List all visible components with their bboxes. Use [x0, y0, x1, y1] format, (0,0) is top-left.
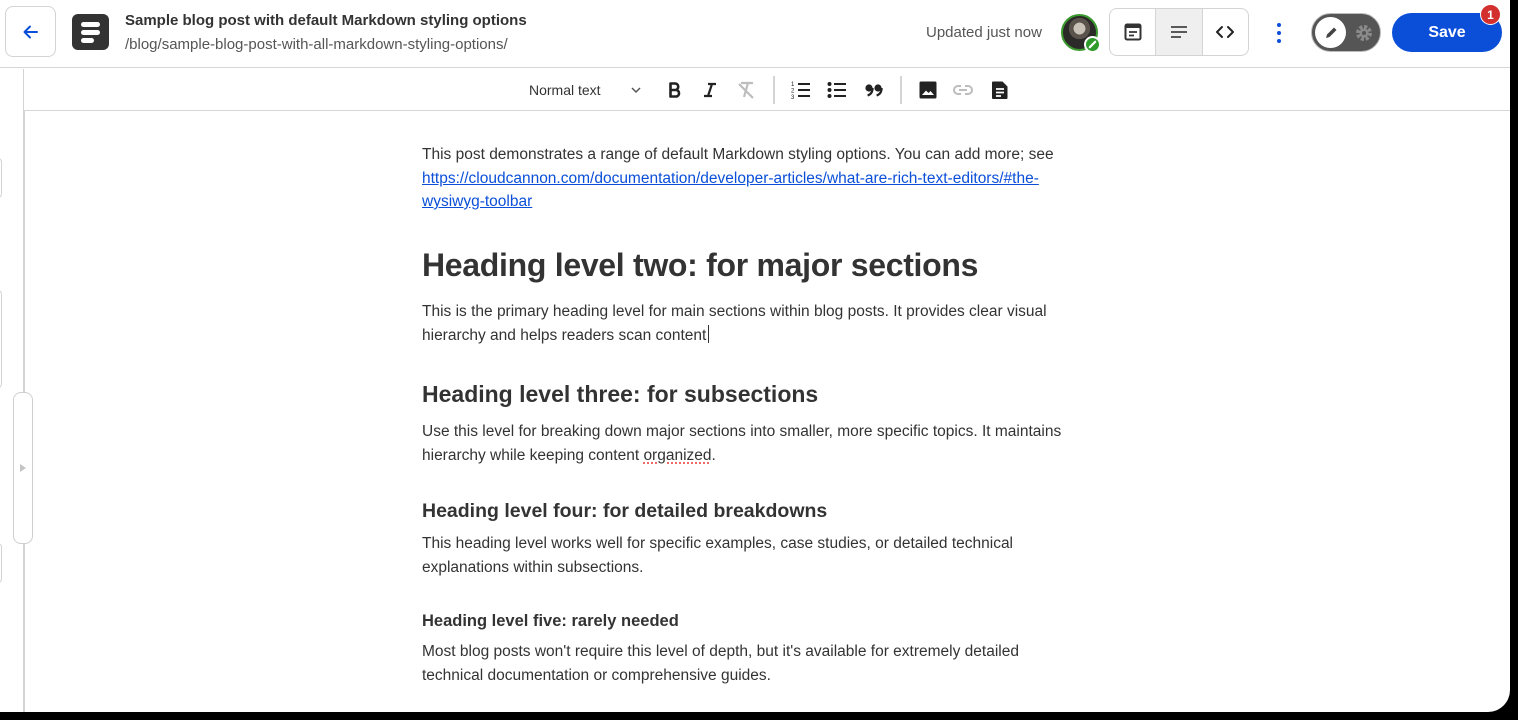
paragraph-text: hierarchy while keeping content [422, 446, 644, 464]
arrow-left-icon [21, 22, 41, 42]
svg-text:2: 2 [791, 88, 795, 95]
source-editor-button[interactable] [1203, 9, 1248, 55]
bold-button[interactable] [664, 78, 686, 102]
formatting-toolbar [24, 69, 1510, 111]
toggle-knob [1315, 17, 1346, 48]
visual-editor-button[interactable] [1110, 9, 1156, 55]
paragraph-text: Use this level for breaking down major sections into smaller, more specific topics. It maintains [422, 423, 1062, 440]
more-options-button[interactable] [1270, 20, 1288, 46]
link-icon [952, 83, 974, 97]
rail-stub [0, 543, 2, 583]
caret-right-icon [19, 463, 27, 473]
paragraph-text: Most blog posts won't require this level of depth, but it's available for extremely detailed [422, 643, 1019, 660]
blockquote-button[interactable] [862, 78, 886, 102]
bold-icon [668, 82, 682, 98]
snippet-document-icon [991, 80, 1009, 100]
intro-paragraph[interactable] [422, 143, 1054, 214]
heading-level-3[interactable]: Heading level three: for subsections [422, 381, 819, 407]
remove-format-icon [736, 81, 756, 99]
italic-button[interactable] [699, 78, 721, 102]
pencil-icon [1322, 24, 1340, 42]
link-text: wysiwyg-toolbar [422, 193, 533, 210]
expand-sidebar-handle[interactable] [13, 392, 33, 544]
remove-format-button[interactable] [735, 78, 757, 102]
gear-icon [1354, 23, 1374, 43]
paragraph-text: hierarchy and helps readers scan content [422, 326, 707, 344]
code-icon [1214, 22, 1236, 42]
dot [1277, 31, 1281, 35]
bulleted-list-icon [827, 80, 847, 100]
paragraph-h4[interactable] [422, 532, 1013, 579]
paragraph-text: explanations within subsections. [422, 558, 644, 576]
numbered-list-icon [791, 80, 811, 100]
rail-divider [23, 69, 25, 712]
heading-level-4[interactable]: Heading level four: for detailed breakdowns [422, 500, 828, 522]
text-format-select[interactable]: Normal text [529, 82, 601, 98]
intro-text: This post demonstrates a range of default Markdown styling options. You can add more; see [422, 146, 1054, 163]
bulleted-list-button[interactable] [825, 78, 849, 102]
chevron-down-icon [630, 86, 642, 94]
toolbar-divider [773, 76, 775, 104]
paragraph-text: This is the primary heading level for main sections within blog posts. It provides clear visual [422, 303, 1047, 320]
header-bar [0, 0, 1510, 68]
paragraph-h5[interactable] [422, 640, 1019, 687]
paragraph-text: . [711, 446, 716, 464]
toolbar-divider [900, 76, 902, 104]
paragraph-h3[interactable] [422, 420, 1061, 467]
browser-window-icon [1123, 22, 1143, 42]
edit-settings-toggle[interactable] [1311, 13, 1381, 52]
rail-stub [0, 158, 2, 198]
svg-text:3: 3 [791, 95, 795, 100]
numbered-list-button[interactable] [789, 78, 813, 102]
rail-stub [0, 290, 2, 388]
paragraph-text: technical documentation or comprehensive guides. [422, 666, 771, 684]
view-mode-switcher [1109, 8, 1249, 56]
heading-level-5[interactable]: Heading level five: rarely needed [422, 612, 679, 630]
heading-level-2[interactable]: Heading level two: for major sections [422, 247, 979, 283]
docs-link[interactable] [422, 170, 1039, 211]
left-sidebar-rail [0, 69, 24, 712]
unsaved-changes-badge: 1 [1480, 4, 1501, 25]
dot [1277, 23, 1281, 27]
dot [1277, 39, 1281, 43]
spellcheck-flagged-word[interactable]: organized [643, 446, 712, 464]
save-status: Updated just now [926, 24, 1042, 41]
save-button[interactable]: Save [1392, 13, 1502, 52]
link-text: https://cloudcannon.com/documentation/developer-articles/what-are-rich-text-editors/#the- [422, 169, 1039, 187]
text-cursor [708, 325, 709, 343]
insert-image-button[interactable] [916, 78, 940, 102]
document-icon [72, 14, 109, 50]
paragraph-h2[interactable] [422, 300, 1047, 347]
insert-link-button[interactable] [951, 78, 975, 102]
format-dropdown-toggle[interactable] [628, 78, 644, 102]
insert-snippet-button[interactable] [988, 78, 1012, 102]
page-path: /blog/sample-blog-post-with-all-markdown-styling-options/ [125, 36, 508, 53]
image-icon [919, 81, 937, 99]
text-lines-icon [1169, 22, 1189, 42]
svg-text:1: 1 [791, 82, 795, 88]
paragraph-text: This heading level works well for specific examples, case studies, or detailed technical [422, 535, 1014, 552]
back-button[interactable] [5, 6, 56, 57]
quote-icon [864, 82, 884, 98]
page-title: Sample blog post with default Markdown styling options [125, 12, 527, 29]
editing-badge [1084, 36, 1101, 53]
italic-icon [702, 82, 718, 98]
content-editor-button[interactable] [1156, 9, 1202, 55]
pencil-icon [1088, 40, 1097, 49]
